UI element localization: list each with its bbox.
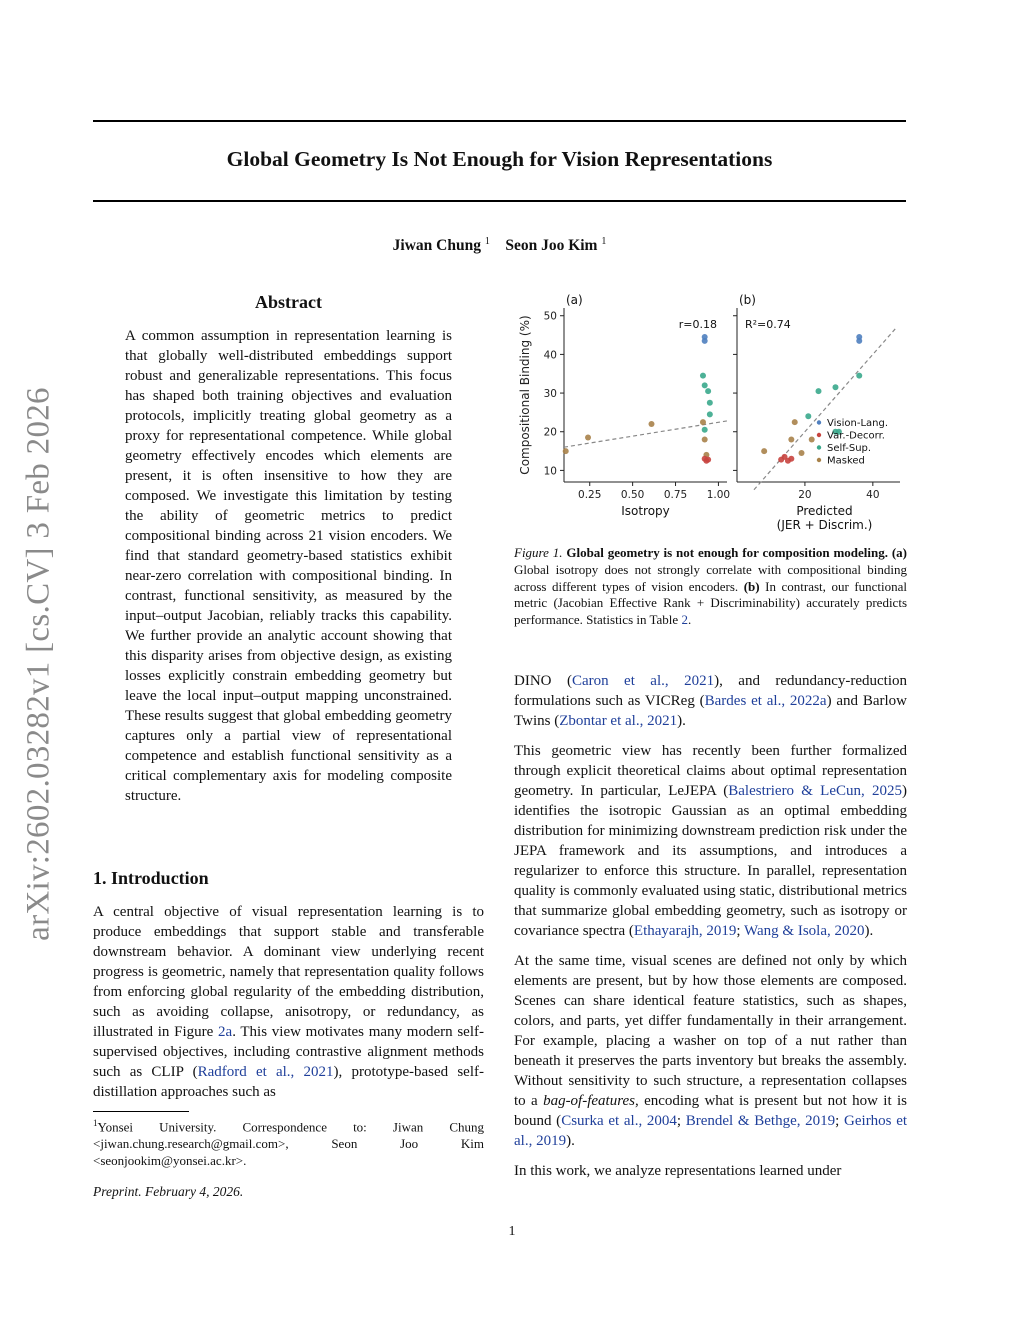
footnote-rule [93, 1111, 189, 1112]
arxiv-identifier: arXiv:2602.03282v1 [cs.CV] 3 Feb 2026 [20, 387, 57, 941]
data-point [788, 456, 794, 462]
citation-link[interactable]: Zbontar et al., 2021 [559, 713, 678, 729]
panel-label: (a) [566, 293, 583, 307]
text-run: ), and redundancy-reduction formulations such as VICReg ( [514, 673, 907, 709]
emphasis: bag-of-features [543, 1093, 635, 1109]
citation-link[interactable]: Ethayarajh, 2019 [633, 923, 737, 939]
citation-link[interactable]: Bardes et al., 2022a [704, 693, 827, 709]
x-axis-label: (JER + Discrim.) [776, 518, 873, 532]
section-heading-introduction: 1. Introduction [93, 868, 209, 888]
correlation-annotation: r=0.18 [678, 318, 717, 331]
data-point [563, 448, 569, 454]
text-run: ; [676, 1113, 686, 1129]
citation-link[interactable]: Geirhos et al., 2019 [514, 1113, 908, 1149]
figure-1-chart [514, 284, 909, 536]
data-point [809, 436, 815, 442]
data-point [649, 421, 655, 427]
right-column-body [514, 671, 907, 1191]
legend-marker [817, 420, 821, 424]
data-point [778, 457, 784, 463]
paper-title: Global Geometry Is Not Enough for Vision Representations [226, 147, 773, 171]
data-point [700, 373, 706, 379]
x-tick-label: 0.75 [663, 489, 688, 501]
citation-link[interactable]: Caron et al., 2021 [571, 673, 715, 689]
body-paragraph [514, 1161, 907, 1181]
author-affiliation-marker: 1 [484, 236, 490, 247]
abstract-text: A common assumption in representation learning is that globally well-distributed embeddings support robust and generalizable representations. This focus has shaped both training objectives and evaluation protocols, implicitly treating global geometry as a proxy for representational competence. While global geometry effectively encodes which elements are present, it is often insensitive to how they are composed. We investigate this limitation by testing the ability of geometric metrics to predict compositional binding across 21 vision encoders. We find that standard geometry-based statistics exhibit near-zero correlation with compositional binding. In contrast, functional sensitivity, as measured by the input–output Jacobian, reliably tracks this capability. We further provide an analytic account showing that this disparity arises from objective design, as existing losses explicitly constrain embedding geometry but leave the local input–output mapping unconstrained. These results suggest that global embedding geometry captures only a partial view of representational competence and establish functional sensitivity as a critical complementary axis for modeling composite structure. [125, 328, 452, 804]
text-run: A central objective of visual representation learning is to produce embeddings that support stable and transferable downstream behavior. A dominant view underlying recent progress is geometric, namely that representation quality follows from enforcing global regularity of the embedding distribution, such as avoiding collapse, anisotropy, or redundancy, as illustrated in Figure [93, 904, 484, 1040]
figure-reference-link[interactable]: 2a [218, 1024, 233, 1040]
data-point [788, 436, 794, 442]
caption-part-b-label: (b) [743, 578, 760, 594]
text-run: In this work, we analyze representations learned under [514, 1163, 842, 1179]
text-run: ) identifies the isotropic Gaussian as an optimal embedding distribution for minimizing downstream prediction risk under the JEPA framework and its assumptions, and introduces a regularizer to enforce this structure. In parallel, representation quality is commonly evaluated using static, distributional metrics that summarize global embedding geometry, such as isotropy or covariance spectra ( [514, 783, 907, 939]
legend-label: Vision-Lang. [827, 418, 889, 429]
caption-part-a: Global isotropy does not strongly correlate with compositional binding across different types of vision encoders. [514, 561, 907, 594]
arxiv-sidebar [17, 382, 61, 947]
legend-marker [817, 458, 821, 462]
panel-label: (b) [739, 293, 756, 307]
body-paragraph [514, 741, 907, 941]
legend-label: Masked [827, 455, 865, 467]
data-point [856, 338, 862, 344]
text-run: . This view motivates many modern self-supervised objectives, including contrastive alignment methods such as CLIP ( [93, 1024, 484, 1080]
title-rule-top [93, 120, 906, 122]
author-list [93, 236, 906, 255]
footnote [93, 1115, 484, 1169]
data-point [761, 448, 767, 454]
trend-line [754, 327, 897, 489]
legend-marker [817, 433, 821, 437]
x-tick-label: 20 [798, 489, 812, 501]
intro-paragraph [93, 902, 484, 1102]
text-run: ). [566, 1133, 575, 1149]
body-paragraph [514, 951, 907, 1151]
data-point [702, 382, 708, 388]
legend-label: Var.-Decorr. [827, 430, 885, 442]
data-point [799, 450, 805, 456]
x-tick-label: 1.00 [706, 489, 731, 501]
caption-title: Global geometry is not enough for composition modeling. [566, 545, 888, 560]
author-name: Jiwan Chung [392, 237, 481, 255]
author-affiliation-marker: 1 [601, 236, 607, 247]
text-run: ). [677, 713, 686, 729]
r-squared-annotation: R²=0.74 [745, 318, 791, 331]
text-run: At the same time, visual scenes are defined not only by which elements are present, but by how those elements are composed. Scenes can share identical feature statistics, such as shapes, colors, and parts, yet differ fundamentally in their arrangement. For example, placing a washer on top of a nut rather than beneath it preserves the parts inventory but breaks the assembly. Without sensitivity to such structure, a representation collapses to a [514, 953, 907, 1109]
legend-marker [817, 445, 821, 449]
text-run: , encoding what is present but not how it is bound ( [514, 1093, 908, 1129]
data-point [816, 388, 822, 394]
legend-label: Self-Sup. [827, 443, 872, 454]
x-axis-label: Isotropy [621, 504, 670, 518]
data-point [705, 457, 711, 463]
citation-link[interactable]: Radford et al., 2021 [197, 1064, 334, 1080]
table-reference-link[interactable]: 2 [681, 612, 688, 628]
text-run: ). [864, 923, 874, 939]
body-paragraph [514, 671, 907, 731]
x-tick-label: 40 [866, 489, 880, 501]
y-axis-label: Compositional Binding (%) [518, 315, 532, 475]
page-number: 1 [508, 1224, 516, 1239]
data-point [805, 413, 811, 419]
data-point [792, 419, 798, 425]
data-point [705, 388, 711, 394]
abstract-heading: Abstract [255, 292, 322, 312]
text-run: . [687, 612, 692, 628]
author-name: Seon Joo Kim [505, 237, 598, 255]
title-rule-bottom [93, 200, 906, 202]
y-tick-label: 40 [543, 349, 557, 362]
text-run: ; [736, 923, 745, 939]
x-tick-label: 0.25 [578, 489, 602, 501]
text-run: ; [835, 1113, 845, 1129]
citation-link[interactable]: Brendel & Bethge, 2019 [685, 1113, 836, 1129]
data-point [702, 338, 708, 344]
text-run: ) and Barlow Twins ( [514, 693, 908, 729]
text-run: This geometric view has recently been further formalized through explicit theoretical claims about optimal representation geometry. In particular, LeJEPA ( [514, 743, 907, 799]
data-point [700, 419, 706, 425]
text-run: DINO ( [514, 673, 572, 689]
y-tick-label: 30 [543, 388, 557, 401]
data-point [707, 400, 713, 406]
y-tick-label: 10 [543, 465, 557, 478]
caption-part-a-label: (a) [891, 545, 908, 560]
data-point [702, 427, 708, 433]
y-tick-label: 20 [543, 426, 557, 439]
x-tick-label: 0.50 [620, 489, 645, 501]
citation-link[interactable]: Wang & Isola, 2020 [744, 923, 865, 939]
data-point [856, 373, 862, 379]
preprint-note: Preprint. February 4, 2026. [93, 1184, 244, 1199]
citation-link[interactable]: Csurka et al., 2004 [561, 1113, 677, 1129]
data-point [707, 411, 713, 417]
text-run: ), prototype-based self-distillation approaches such as [93, 1064, 484, 1100]
data-point [585, 435, 591, 441]
caption-label: Figure 1. [514, 545, 563, 560]
data-point [832, 384, 838, 390]
footnote-text: Yonsei University. Correspondence to: Jiwan Chung <jiwan.chung.research@gmail.com>, Seon Joo Kim <seonjookim@yonsei.ac.kr>. [93, 1119, 484, 1169]
x-axis-label: Predicted [796, 504, 853, 518]
citation-link[interactable]: Balestriero & LeCun, 2025 [728, 783, 902, 799]
y-tick-label: 50 [543, 310, 557, 323]
footnote-marker: 1 [93, 1118, 98, 1128]
caption-part-b: In contrast, our functional metric (Jacobian Effective Rank + Discriminability) accurately predicts performance. Statistics in Table [514, 578, 908, 628]
figure-caption [514, 545, 907, 629]
data-point [702, 436, 708, 442]
